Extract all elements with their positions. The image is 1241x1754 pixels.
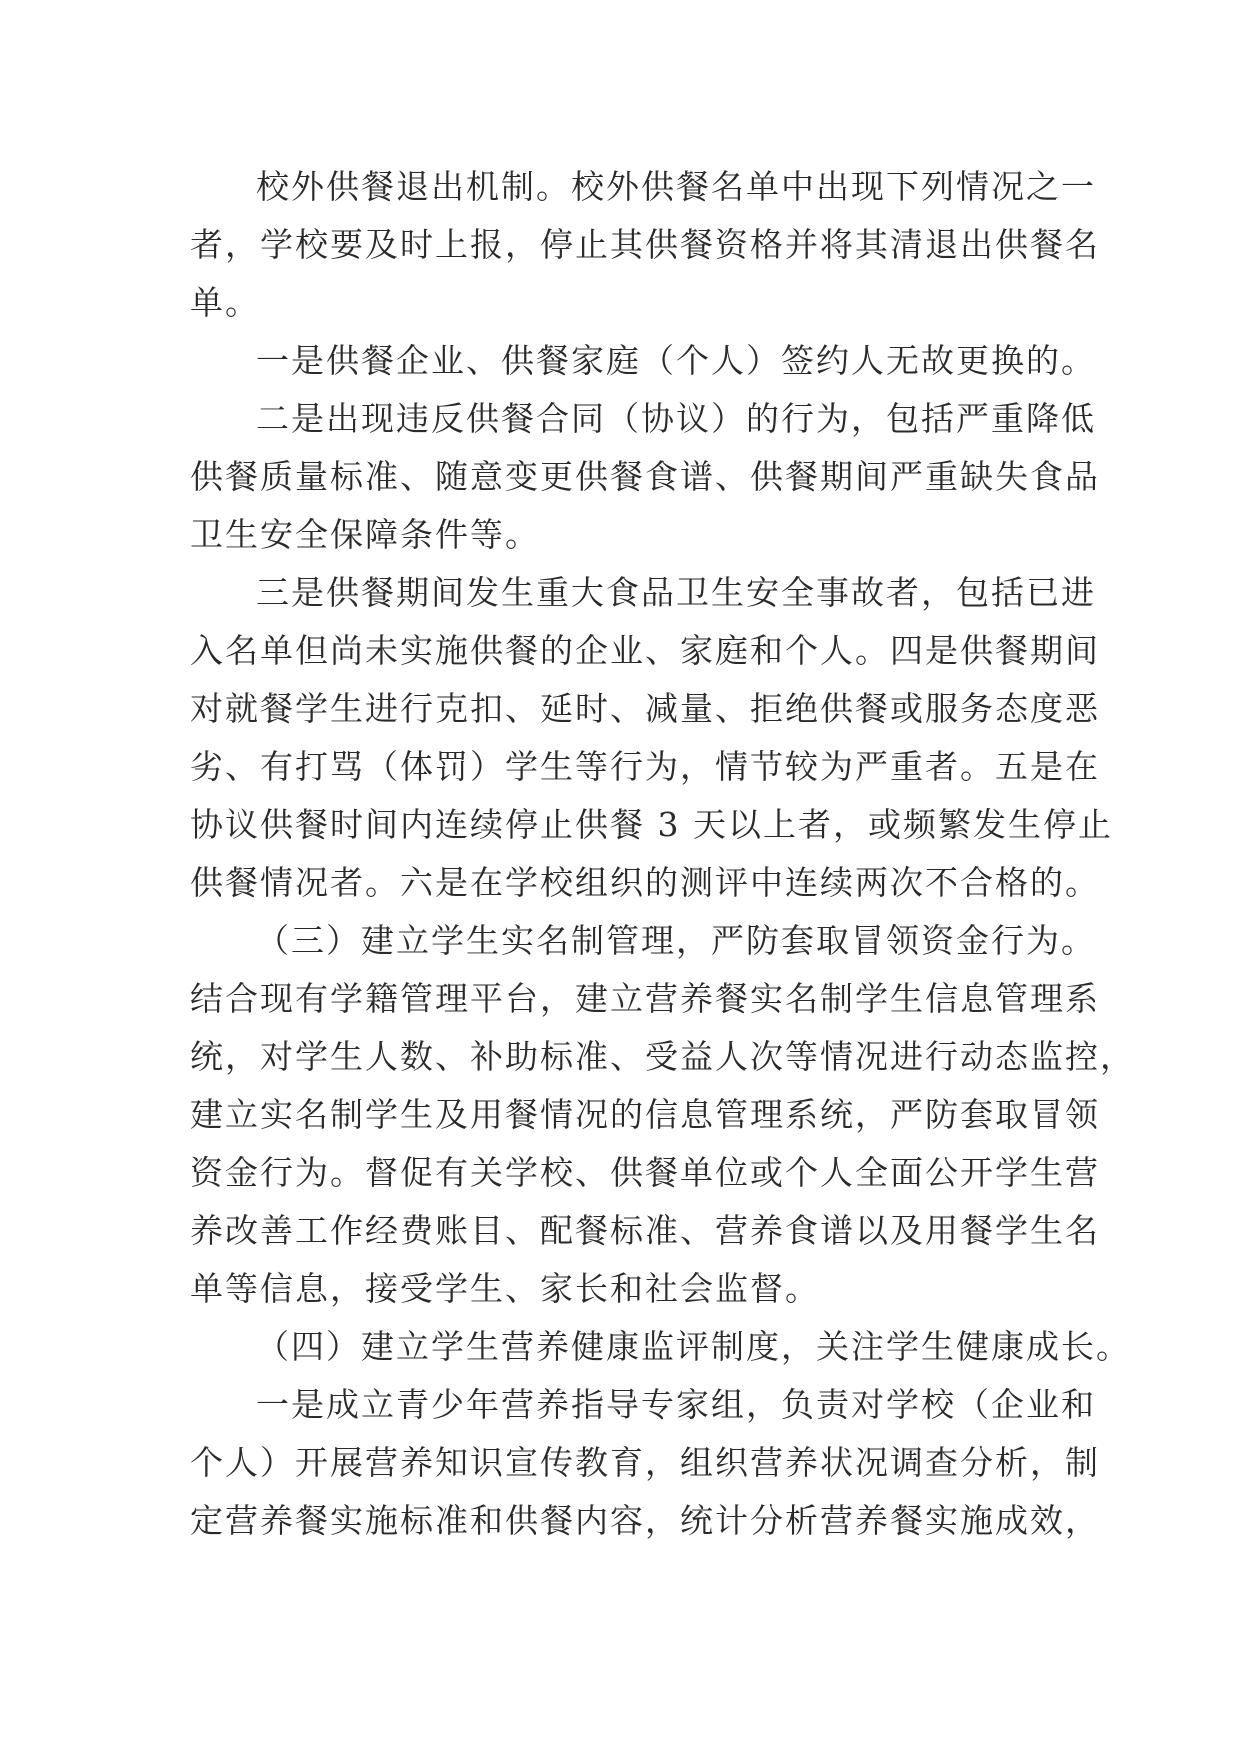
text-line: 单等信息，接受学生、家长和社会监督。 [190,1269,820,1308]
text-line: 二是出现违反供餐合同（协议）的行为，包括严重降低 [256,399,1096,438]
text-line: 资金行为。督促有关学校、供餐单位或个人全面公开学生营 [190,1153,1100,1192]
text-line: 供餐质量标准、随意变更供餐食谱、供餐期间严重缺失食品 [190,457,1100,496]
text-line: （四）建立学生营养健康监评制度，关注学生健康成长。 [256,1327,1131,1366]
text-line: （三）建立学生实名制管理，严防套取冒领资金行为。 [256,921,1096,960]
text-line: 统，对学生人数、补助标准、受益人次等情况进行动态监控， [190,1037,1135,1076]
text-line: 定营养餐实施标准和供餐内容，统计分析营养餐实施成效， [190,1501,1100,1540]
text-line: 入名单但尚未实施供餐的企业、家庭和个人。四是供餐期间 [190,631,1100,670]
text-line: 协议供餐时间内连续停止供餐 3 天以上者，或频繁发生停止 [190,805,1113,844]
text-line: 建立实名制学生及用餐情况的信息管理系统，严防套取冒领 [190,1095,1100,1134]
text-line: 一是成立青少年营养指导专家组，负责对学校（企业和 [256,1385,1096,1424]
text-line: 校外供餐退出机制。校外供餐名单中出现下列情况之一 [256,167,1096,206]
text-line: 单。 [190,283,260,322]
text-line: 个人）开展营养知识宣传教育，组织营养状况调查分析，制 [190,1443,1100,1482]
text-line: 者，学校要及时上报，停止其供餐资格并将其清退出供餐名 [190,225,1100,264]
text-line: 养改善工作经费账目、配餐标准、营养食谱以及用餐学生名 [190,1211,1100,1250]
text-line: 对就餐学生进行克扣、延时、减量、拒绝供餐或服务态度恶 [190,689,1100,728]
text-line: 一是供餐企业、供餐家庭（个人）签约人无故更换的。 [256,341,1096,380]
text-line: 卫生安全保障条件等。 [190,515,540,554]
text-line: 结合现有学籍管理平台，建立营养餐实名制学生信息管理系 [190,979,1100,1018]
text-line: 三是供餐期间发生重大食品卫生安全事故者，包括已进 [256,573,1096,612]
text-line: 供餐情况者。六是在学校组织的测评中连续两次不合格的。 [190,863,1100,902]
text-line: 劣、有打骂（体罚）学生等行为，情节较为严重者。五是在 [190,747,1100,786]
